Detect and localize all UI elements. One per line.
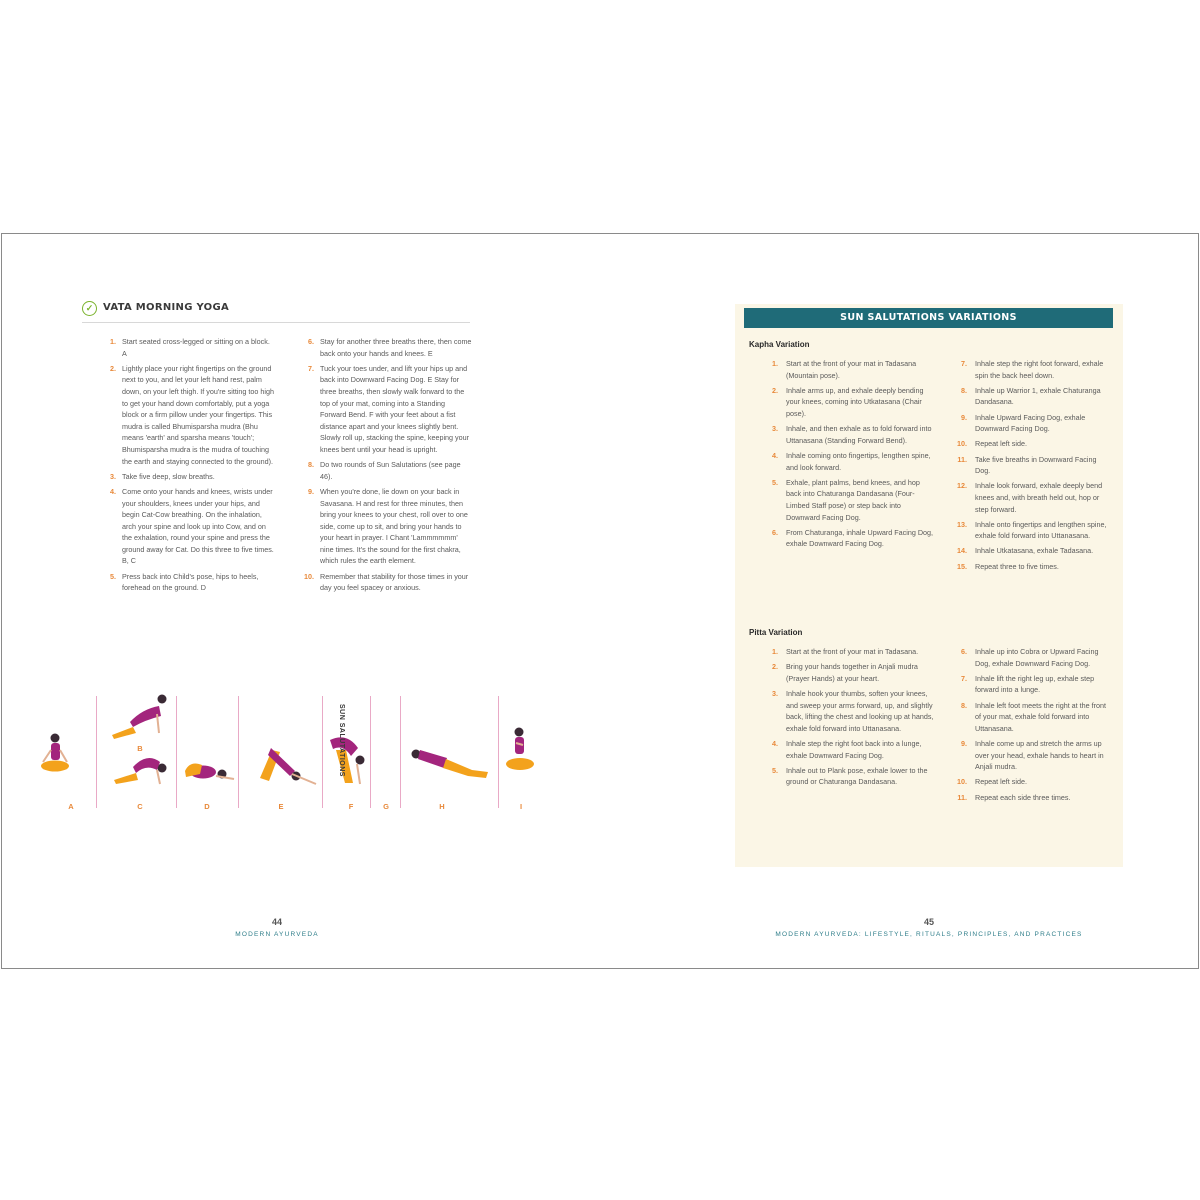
step-text: Inhale Utkatasana, exhale Tadasana. <box>975 546 1094 556</box>
kapha-heading: Kapha Variation <box>749 340 810 349</box>
pose-figure-b <box>112 695 167 740</box>
step-item <box>102 336 274 359</box>
pose-figure-f <box>330 737 365 784</box>
step-number: 3. <box>772 424 778 434</box>
step-text: Start seated cross-legged or sitting on a block. A <box>122 337 270 358</box>
pitta-heading: Pitta Variation <box>749 628 803 637</box>
step-number: 8. <box>961 385 967 395</box>
step-item <box>300 363 472 456</box>
page-number: 44 <box>271 917 282 927</box>
step-number: 3. <box>110 471 116 481</box>
step-text: Inhale out to Plank pose, exhale lower to the ground or Chaturanga Dandasana. <box>786 765 928 787</box>
step-item <box>764 765 936 788</box>
pose-divider <box>400 696 401 808</box>
pose-figure-e <box>260 748 316 784</box>
pose-divider <box>96 696 97 808</box>
pose-letter: H <box>439 802 445 811</box>
pose-figure-c <box>114 758 167 784</box>
step-number: 4. <box>772 450 778 460</box>
step-item <box>764 688 936 734</box>
step-number: 1. <box>772 647 778 656</box>
step-number: 7. <box>961 673 967 683</box>
step-text: Inhale lift the right leg up, exhale step forward into a lunge. <box>975 673 1095 695</box>
step-text: From Chaturanga, inhale Upward Facing Dog, exhale Downward Facing Dog. <box>786 527 934 549</box>
step-text: Inhale step the right foot forward, exhale spin the back heel down. <box>975 359 1104 380</box>
step-item <box>300 336 472 359</box>
step-text: Inhale up into Cobra or Upward Facing Dog, exhale Downward Facing Dog. <box>975 647 1099 668</box>
step-item <box>764 527 936 550</box>
step-item <box>953 673 1113 696</box>
step-text: Remember that stability for those times in your day you feel spacey or anxious. <box>320 571 469 593</box>
step-item <box>953 454 1113 477</box>
pose-letter: F <box>348 802 354 811</box>
steps-column-1 <box>102 336 274 597</box>
step-item <box>102 571 274 594</box>
sun-salutations-label: SUN SALUTATIONS <box>338 704 345 777</box>
section-heading <box>82 301 470 323</box>
pose-figure-d <box>185 763 234 779</box>
pose-letter: D <box>204 802 210 811</box>
step-text: Start at the front of your mat in Tadasana. <box>786 647 919 656</box>
step-number: 9. <box>961 412 967 422</box>
step-text: Start at the front of your mat in Tadasana (Mountain pose). <box>786 359 917 380</box>
step-text: Inhale arms up, and exhale deeply bending your knees, coming into Utkatasana (Chair pose). <box>786 385 924 418</box>
step-number: 5. <box>772 765 778 775</box>
step-item <box>764 661 936 684</box>
step-number: 8. <box>308 460 314 470</box>
step-item <box>953 545 1113 557</box>
pose-figure-a <box>41 734 69 772</box>
step-item <box>953 561 1113 573</box>
step-text: Inhale step the right foot back into a lunge, exhale Downward Facing Dog. <box>786 738 922 760</box>
step-number: 15. <box>957 561 967 571</box>
step-text: Inhale up Warrior 1, exhale Chaturanga Dandasana. <box>975 385 1101 407</box>
step-item <box>764 450 936 473</box>
step-item <box>764 738 936 761</box>
step-number: 9. <box>308 486 314 496</box>
step-item <box>764 477 936 523</box>
step-text: Repeat left side. <box>975 777 1027 787</box>
pose-divider <box>176 696 177 808</box>
pose-illustration-strip <box>40 692 550 812</box>
pose-divider <box>370 696 371 808</box>
step-item <box>953 738 1113 773</box>
pose-divider <box>238 696 239 808</box>
step-item <box>764 646 936 658</box>
step-number: 4. <box>110 486 116 496</box>
step-text: Inhale onto fingertips and lengthen spine, exhale fold forward into Uttanasana. <box>975 519 1107 541</box>
step-text: Inhale look forward, exhale deeply bend knees and, with breath held out, hop or step forward. <box>975 481 1103 514</box>
pose-divider <box>322 696 323 808</box>
step-number: 5. <box>110 571 116 581</box>
step-item <box>953 358 1113 381</box>
step-item <box>953 438 1113 450</box>
pose-letter: I <box>519 802 523 811</box>
sidebar-title: SUN SALUTATIONS VARIATIONS <box>744 308 1113 328</box>
kapha-steps-column-2 <box>953 358 1113 576</box>
step-item <box>300 486 472 567</box>
step-number: 7. <box>308 363 314 373</box>
step-item <box>102 486 274 567</box>
step-item <box>953 776 1113 788</box>
step-item <box>300 459 472 482</box>
step-text: Inhale Upward Facing Dog, exhale Downward Facing Dog. <box>975 412 1086 434</box>
step-item <box>953 480 1113 515</box>
pitta-steps-column-2 <box>953 646 1113 807</box>
book-spread <box>1 233 1199 969</box>
step-item <box>953 646 1113 669</box>
step-text: Do two rounds of Sun Salutations (see page 46). <box>320 460 461 481</box>
step-text: Repeat left side. <box>975 439 1027 449</box>
step-number: 9. <box>961 738 967 748</box>
step-text: Inhale hook your thumbs, soften your knees, and sweep your arms forward, up, and slightly back, lifting the chest and looking up at hands, exhale fold forward into Uttanasana. <box>786 688 934 733</box>
step-number: 10. <box>957 439 967 449</box>
step-item <box>300 571 472 594</box>
step-text: Come onto your hands and knees, wrists under your shoulders, knees under your hips, and begin Cat-Cow breathing. On the inhalation, arch your spine and look up into Cow, and on the exhalation, round your spine and press the ground away for Cat. Do this three to five times. B, C <box>122 486 274 566</box>
pose-letter: E <box>278 802 284 811</box>
step-number: 2. <box>772 385 778 395</box>
step-number: 6. <box>961 647 967 656</box>
running-footer: MODERN AYURVEDA <box>235 931 319 938</box>
step-item <box>764 358 936 381</box>
leaf-icon: ✓ <box>82 301 97 316</box>
step-number: 2. <box>110 363 116 373</box>
pose-letter: G <box>383 802 389 811</box>
step-number: 1. <box>772 359 778 368</box>
kapha-steps-column-1 <box>764 358 936 553</box>
step-text: Inhale come up and stretch the arms up over your head, exhale hands to heart in Anjali mudra. <box>975 738 1104 772</box>
section-title: VATA MORNING YOGA <box>103 302 230 313</box>
step-text: Tuck your toes under, and lift your hips up and back into Downward Facing Dog. E Stay for three breaths, then slowly walk forward to the top of your mat, coming into a Standing Forward Bend. F with your feet about a fist distance apart and your knees slightly bent. Slowly roll up, stacking the spine, keeping your knees bent until your head is upright. <box>320 363 470 454</box>
step-text: Inhale left foot meets the right at the front of your mat, exhale fold forward into Uttanasana. <box>975 700 1107 733</box>
step-number: 4. <box>772 738 778 748</box>
step-number: 10. <box>957 777 967 787</box>
pose-figure-h <box>412 750 489 779</box>
pose-letter: B <box>137 744 143 753</box>
step-text: Exhale, plant palms, bend knees, and hop back into Chaturanga Dandasana (Four-Limbed Staff pose) or step back into Downward Facing Dog. <box>786 477 920 522</box>
running-footer: MODERN AYURVEDA: LIFESTYLE, RITUALS, PRINCIPLES, AND PRACTICES <box>775 931 1083 938</box>
step-number: 1. <box>110 337 116 346</box>
step-number: 2. <box>772 662 778 672</box>
step-item <box>953 385 1113 408</box>
step-number: 12. <box>957 481 967 491</box>
step-number: 5. <box>772 477 778 487</box>
step-item <box>764 423 936 446</box>
step-text: Lightly place your right fingertips on the ground next to you, and let your left hand rest, palm down, on your left thigh. If you're sitting too high to get your hand down comfortably, put a yoga block or a firm pillow under your fingertips. This mudra is called Bhumisparsha mudra (Bhu means 'earth' and sparsha means 'touch'; Bhumisparsha mudra is the mudra of touching the earth and staying connected to the ground). <box>122 363 275 466</box>
step-number: 3. <box>772 688 778 698</box>
step-item <box>953 412 1113 435</box>
step-text: Inhale, and then exhale as to fold forward into Uttanasana (Standing Forward Bend). <box>786 424 932 445</box>
step-number: 11. <box>957 792 967 802</box>
step-text: Take five breaths in Downward Facing Dog. <box>975 454 1097 476</box>
step-number: 6. <box>772 527 778 537</box>
pose-figures-graphic <box>40 692 550 812</box>
step-item <box>953 519 1113 542</box>
page-number: 45 <box>923 917 934 927</box>
step-item <box>764 385 936 420</box>
pitta-steps-column-1 <box>764 646 936 792</box>
step-text: Take five deep, slow breaths. <box>122 471 215 481</box>
step-text: Repeat each side three times. <box>975 792 1071 802</box>
step-number: 14. <box>957 546 967 556</box>
steps-column-2 <box>300 336 472 597</box>
step-item <box>102 363 274 467</box>
step-number: 13. <box>957 519 967 529</box>
pose-figure-i <box>506 728 534 771</box>
pose-letter: C <box>137 802 143 811</box>
step-text: Stay for another three breaths there, then come back onto your hands and knees. E <box>320 337 472 358</box>
step-text: Inhale coming onto fingertips, lengthen spine, and look forward. <box>786 450 931 472</box>
step-number: 11. <box>957 454 967 464</box>
pose-divider <box>498 696 499 808</box>
step-text: Repeat three to five times. <box>975 561 1059 571</box>
step-item <box>102 471 274 483</box>
step-number: 6. <box>308 337 314 346</box>
step-text: Press back into Child's pose, hips to heels, forehead on the ground. D <box>122 571 259 593</box>
step-item <box>953 700 1113 735</box>
step-number: 7. <box>961 359 967 368</box>
pose-letter: A <box>68 802 74 811</box>
step-item <box>953 792 1113 804</box>
step-number: 10. <box>304 571 314 581</box>
step-number: 8. <box>961 700 967 710</box>
step-text: Bring your hands together in Anjali mudra (Prayer Hands) at your heart. <box>786 662 918 683</box>
step-text: When you're done, lie down on your back in Savasana. H and rest for three minutes, then bring your knees to your chest, roll over to one side, come up to sit, and bring your hands to your heart in prayer. I Chant 'Lammmmmm' nine times. It's the sound for the first chakra, which rules the earth element. <box>320 486 468 566</box>
